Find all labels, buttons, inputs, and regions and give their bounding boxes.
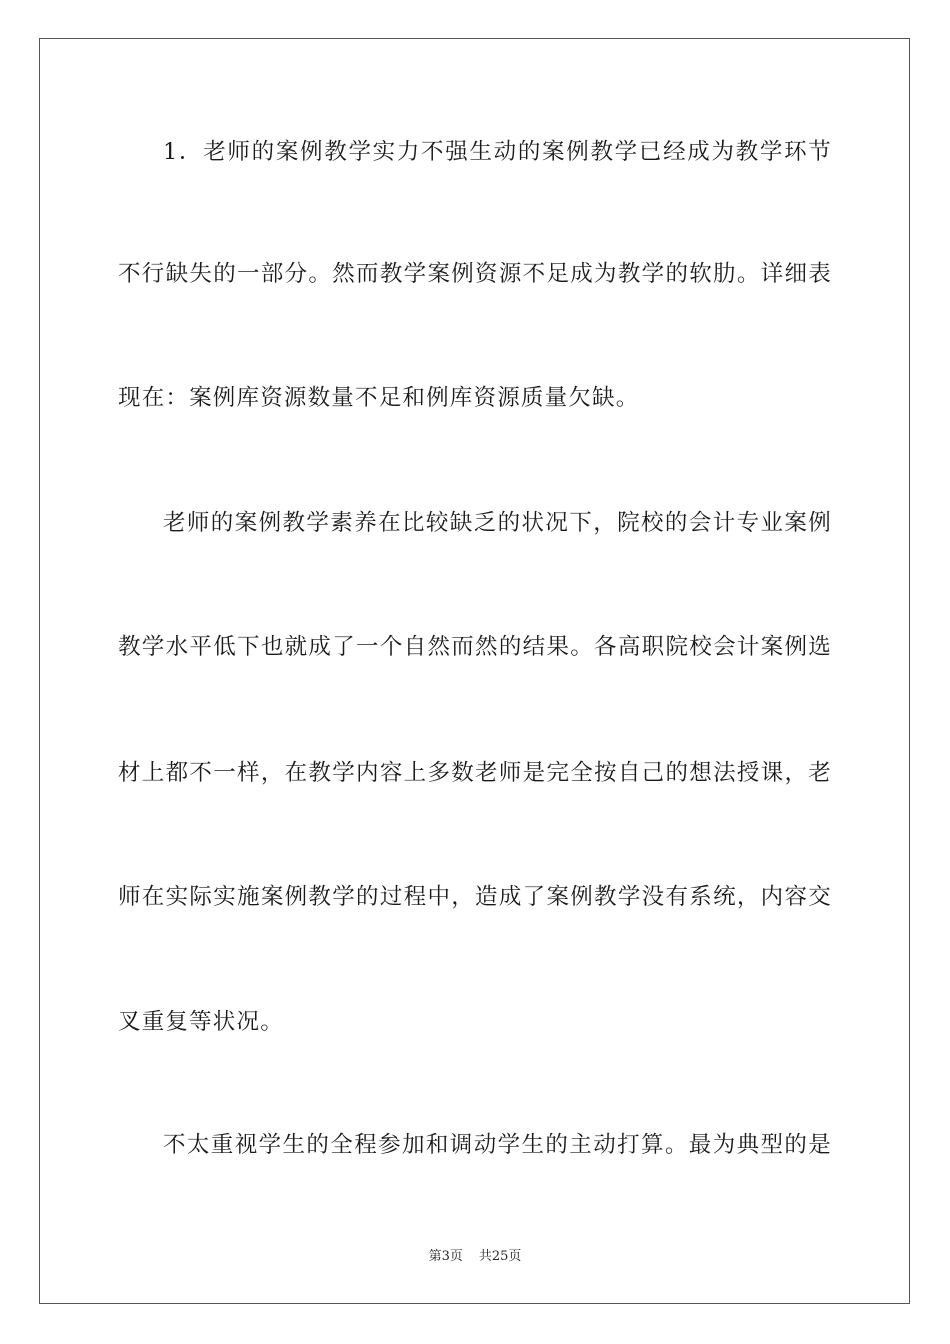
page-footer: [0, 1248, 950, 1266]
paragraph-line: 现在：案例库资源数量不足和例库资源质量欠缺。: [118, 385, 640, 411]
paragraph-line: 不行缺失的一部分。然而教学案例资源不足成为教学的软肋。详细表: [118, 261, 832, 287]
paragraph-line: 老师的案例教学素养在比较缺乏的状况下，院校的会计专业案例: [163, 510, 832, 536]
paragraph-line: 不太重视学生的全程参加和调动学生的主动打算。最为典型的是: [163, 1132, 832, 1158]
paragraph-line: 叉重复等状况。: [118, 1009, 284, 1035]
page-number: 第3页: [428, 1249, 463, 1264]
paragraph-line: 材上都不一样，在教学内容上多数老师是完全按自己的想法授课，老: [118, 760, 832, 786]
paragraph-line: 1．老师的案例教学实力不强生动的案例教学已经成为教学环节: [163, 139, 832, 165]
page-total: 共25页: [478, 1249, 522, 1264]
paragraph-line: 师在实际实施案例教学的过程中，造成了案例教学没有系统，内容交: [118, 884, 832, 910]
page-border: [39, 38, 910, 1304]
paragraph-line: 教学水平低下也就成了一个自然而然的结果。各高职院校会计案例选: [118, 634, 832, 660]
